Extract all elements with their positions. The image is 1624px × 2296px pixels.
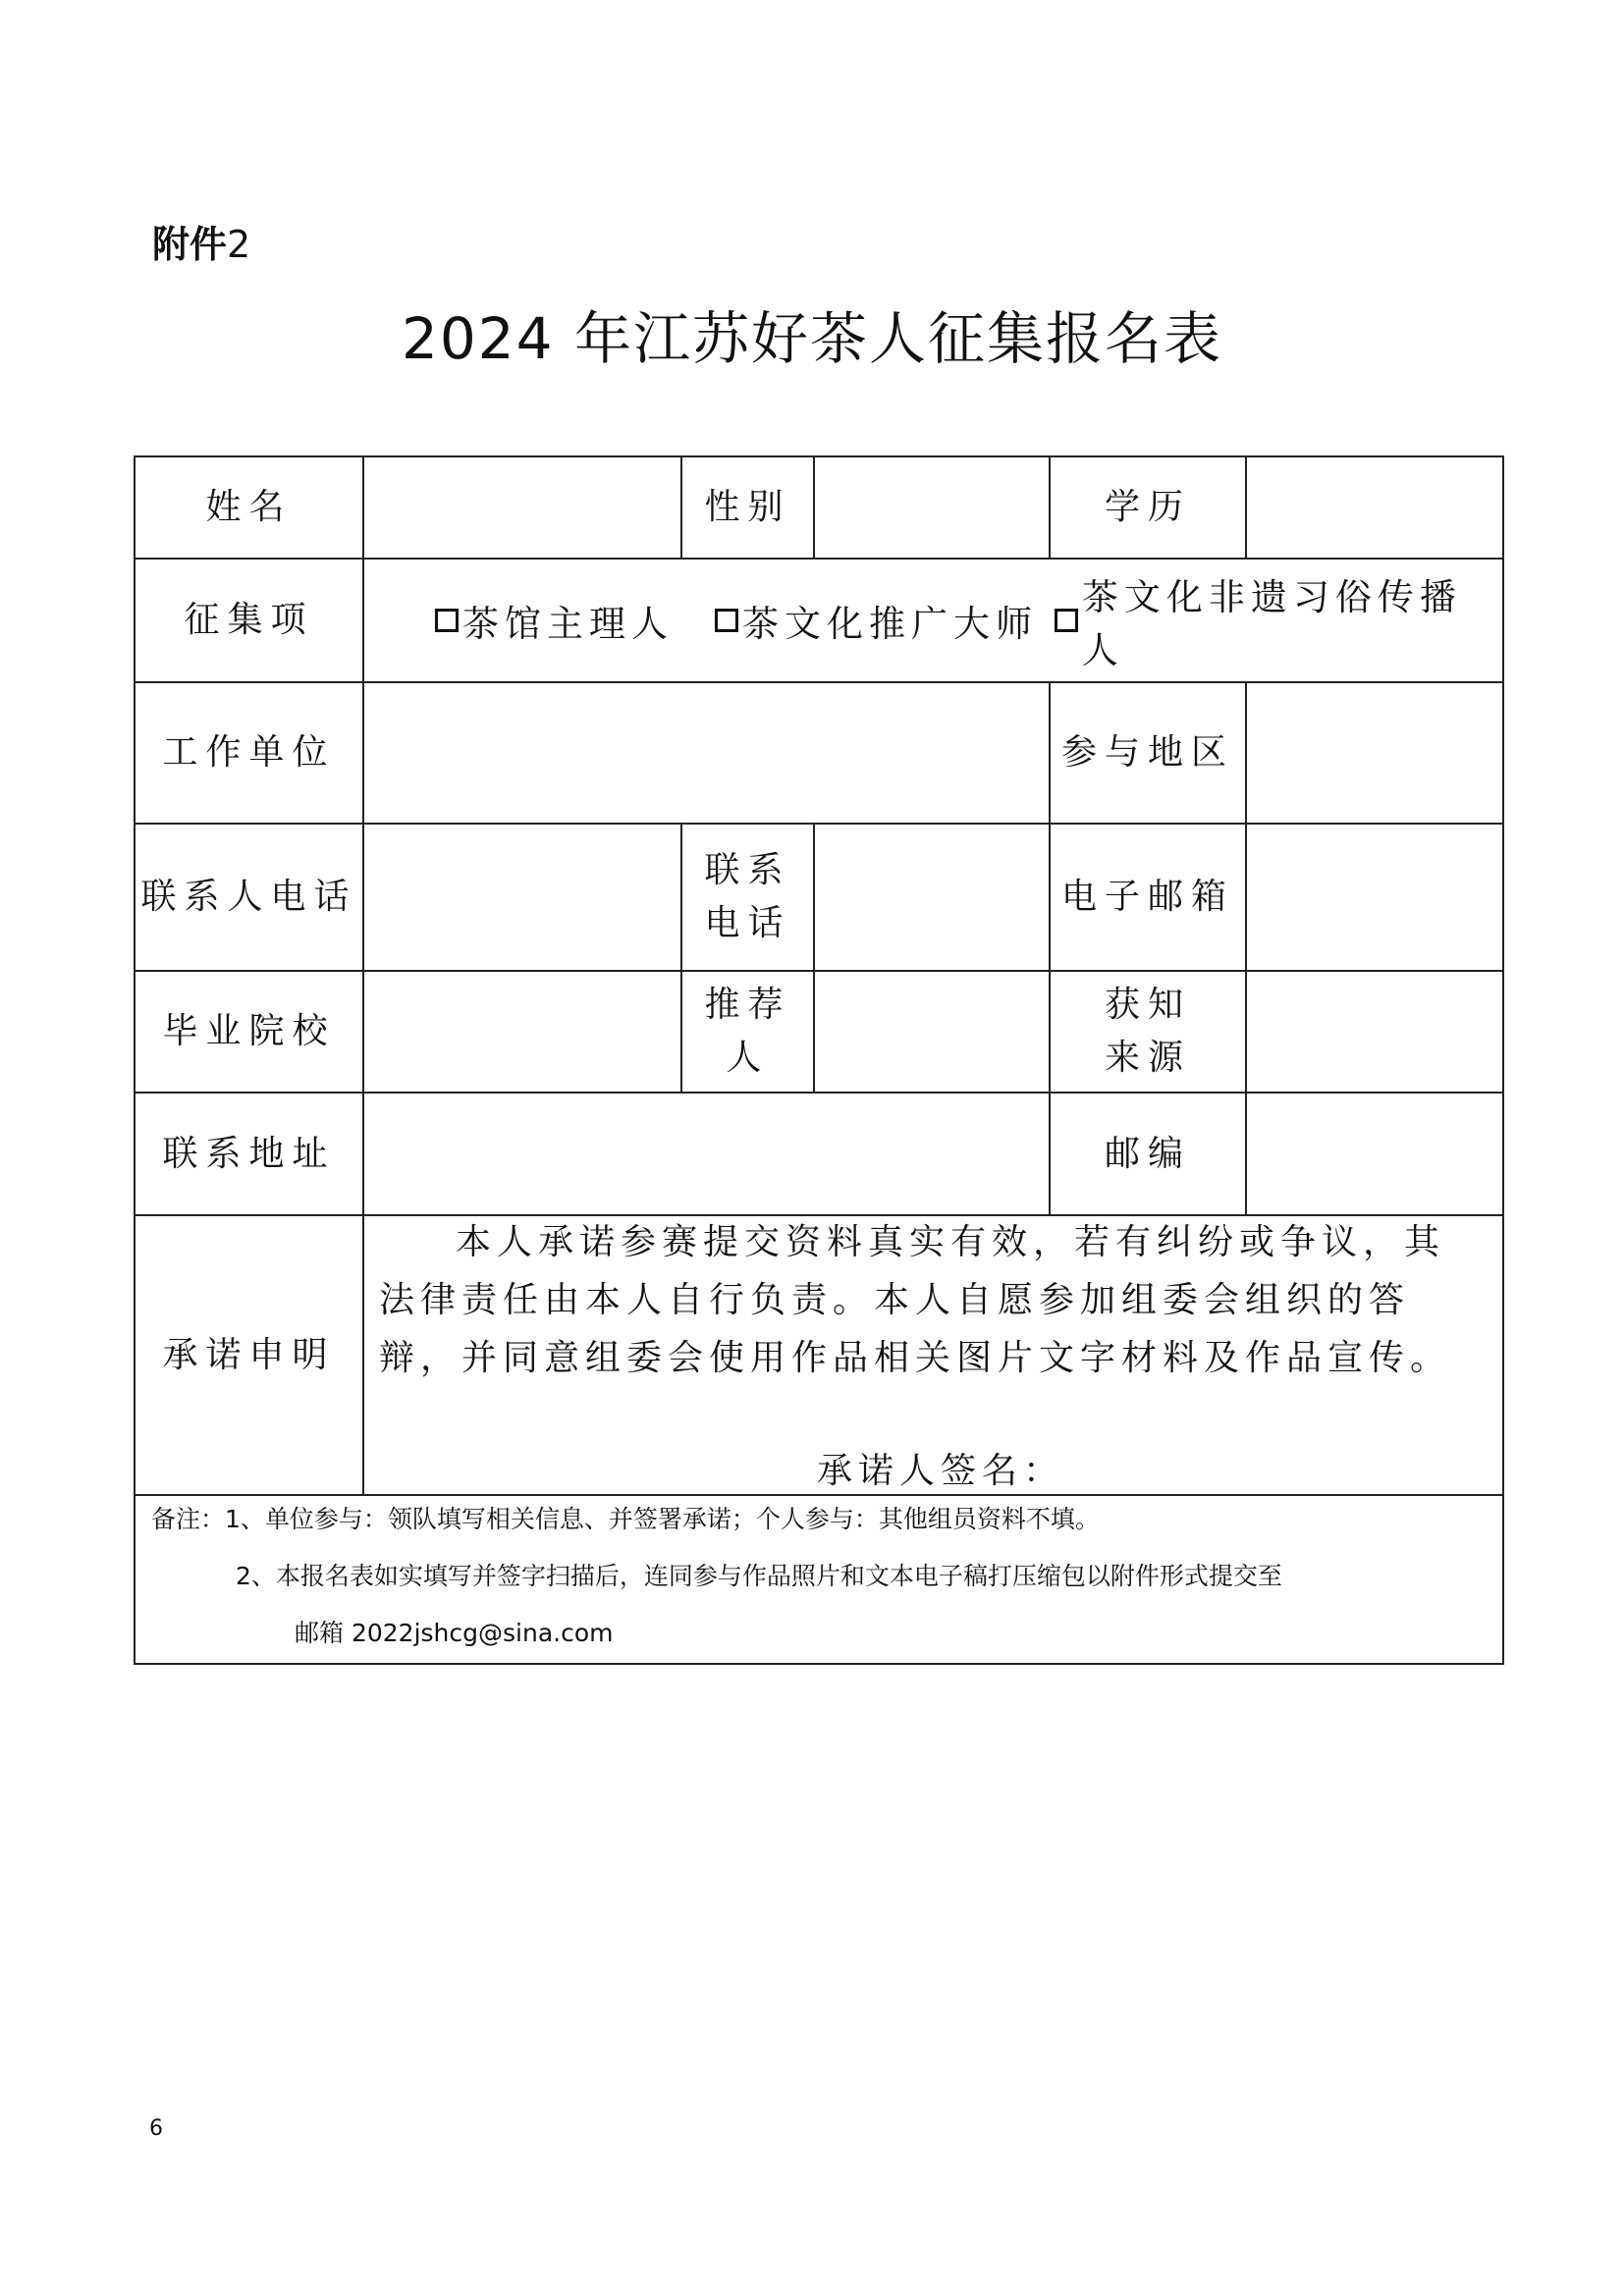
category-label: 征集项 [184,600,314,640]
email-field[interactable] [1247,825,1502,970]
note-line-1: 备注：1、单位参与：领队填写相关信息、并签署承诺；个人参与：其他组员资料不填。 [151,1505,1100,1533]
postcode-field[interactable] [1247,1094,1502,1214]
workplace-label: 工作单位 [162,732,336,773]
attachment-number: 2 [227,223,251,266]
attachment-heading [152,214,250,268]
address-field[interactable] [364,1094,1049,1214]
signature-label: 承诺人签名： [817,1451,1065,1491]
option-tea-culture-promoter[interactable]: 茶文化推广大师 [715,560,1038,681]
source-label: 获知 来源 [1104,985,1191,1078]
checkbox-icon[interactable] [435,609,459,632]
page-title: 2024 年江苏好茶人征集报名表 [401,305,1223,372]
source-field[interactable] [1247,972,1502,1092]
name-field[interactable] [364,457,680,558]
checkbox-icon[interactable] [715,609,738,632]
referrer-field[interactable] [815,972,1049,1092]
education-label: 学历 [1104,487,1191,527]
school-label: 毕业院校 [162,1011,336,1051]
pledge-statement [379,1213,1459,1387]
option-heritage-custom-disseminator[interactable]: 茶文化非遗习俗传播人 [1055,560,1502,681]
gender-label: 性别 [704,487,791,527]
attachment-label: 附件 [152,223,228,266]
workplace-field[interactable] [364,683,1049,823]
pledge-label: 承诺申明 [162,1334,336,1375]
name-label: 姓名 [205,487,293,527]
contact-phone-label: 联系人电话 [140,877,357,917]
region-field[interactable] [1247,683,1502,823]
checkbox-icon[interactable] [1055,609,1078,632]
pledge-text: 本人承诺参赛提交资料真实有效，若有纠纷或争议，其法律责任由本人自行负责。本人自愿参加组委会组织的答辩，并同意组委会使用作品相关图片文字材料及作品宣传。 [379,1222,1452,1378]
address-label: 联系地址 [162,1133,336,1174]
gender-field[interactable] [815,457,1049,558]
education-field[interactable] [1247,457,1502,558]
page-number: 6 [149,2116,163,2141]
note-line-2: 2、本报名表如实填写并签字扫描后，连同参与作品照片和文本电子稿打压缩包以附件形式提交至 [236,1562,1282,1590]
region-label: 参与地区 [1060,732,1234,773]
postcode-label: 邮编 [1104,1133,1191,1174]
option-teahouse-owner[interactable]: 茶馆主理人 [435,560,674,681]
referrer-label: 推荐 人 [704,985,791,1078]
note-line-3: 邮箱 2022jshcg@sina.com [295,1619,614,1647]
contact-phone-field[interactable] [364,825,680,970]
school-field[interactable] [364,972,680,1092]
phone-field[interactable] [815,825,1049,970]
phone-label: 联系 电话 [704,850,791,943]
email-label: 电子邮箱 [1060,877,1234,917]
